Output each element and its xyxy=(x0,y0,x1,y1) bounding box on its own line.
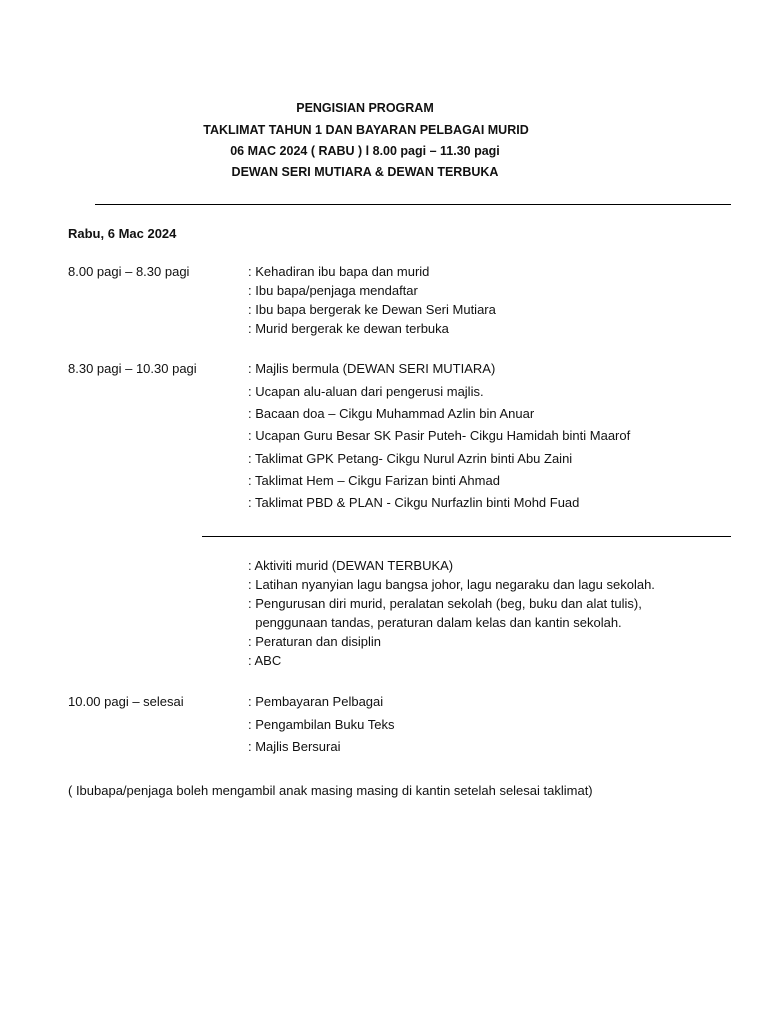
session-time: 8.00 pagi – 8.30 pagi xyxy=(68,264,190,279)
agenda-item: : ABC xyxy=(248,653,282,668)
agenda-item: : Ibu bapa/penjaga mendaftar xyxy=(248,283,418,298)
program-date-time: 06 MAC 2024 ( RABU ) l 8.00 pagi – 11.30 pagi xyxy=(230,144,500,158)
program-title: PENGISIAN PROGRAM xyxy=(296,101,434,115)
agenda-item: : Peraturan dan disiplin xyxy=(248,634,381,649)
agenda-item: : Taklimat GPK Petang- Cikgu Nurul Azrin binti Abu Zaini xyxy=(248,451,573,466)
agenda-item: : Bacaan doa – Cikgu Muhammad Azlin bin Anuar xyxy=(248,406,535,421)
agenda-item: : Murid bergerak ke dewan terbuka xyxy=(248,321,449,336)
agenda-item: : Aktiviti murid (DEWAN TERBUKA) xyxy=(248,558,454,573)
program-venue: DEWAN SERI MUTIARA & DEWAN TERBUKA xyxy=(231,165,499,179)
agenda-item: : Ucapan alu-aluan dari pengerusi majlis. xyxy=(248,384,484,399)
agenda-item: : Kehadiran ibu bapa dan murid xyxy=(248,264,430,279)
program-subtitle: TAKLIMAT TAHUN 1 DAN BAYARAN PELBAGAI MURID xyxy=(203,123,529,137)
agenda-item: : Pembayaran Pelbagai xyxy=(248,694,384,709)
date-heading: Rabu, 6 Mac 2024 xyxy=(68,226,177,241)
agenda-item: : Ucapan Guru Besar SK Pasir Puteh- Cikgu Hamidah binti Maarof xyxy=(248,428,631,443)
header-divider xyxy=(95,204,731,205)
session-time: 8.30 pagi – 10.30 pagi xyxy=(68,361,197,376)
agenda-item: : Latihan nyanyian lagu bangsa johor, lagu negaraku dan lagu sekolah. xyxy=(248,577,655,592)
agenda-item: : Majlis Bersurai xyxy=(248,739,341,754)
agenda-item: penggunaan tandas, peraturan dalam kelas dan kantin sekolah. xyxy=(248,615,622,630)
agenda-item: : Ibu bapa bergerak ke Dewan Seri Mutiara xyxy=(248,302,496,317)
agenda-item: : Taklimat Hem – Cikgu Farizan binti Ahmad xyxy=(248,473,500,488)
agenda-item: : Taklimat PBD & PLAN - Cikgu Nurfazlin binti Mohd Fuad xyxy=(248,495,580,510)
session-time: 10.00 pagi – selesai xyxy=(68,694,184,709)
section-divider xyxy=(202,536,731,537)
agenda-item: : Pengambilan Buku Teks xyxy=(248,717,395,732)
agenda-item: : Majlis bermula (DEWAN SERI MUTIARA) xyxy=(248,361,496,376)
agenda-item: : Pengurusan diri murid, peralatan sekolah (beg, buku dan alat tulis), xyxy=(248,596,642,611)
footer-note: ( Ibubapa/penjaga boleh mengambil anak masing masing di kantin setelah selesai taklimat) xyxy=(68,783,593,798)
